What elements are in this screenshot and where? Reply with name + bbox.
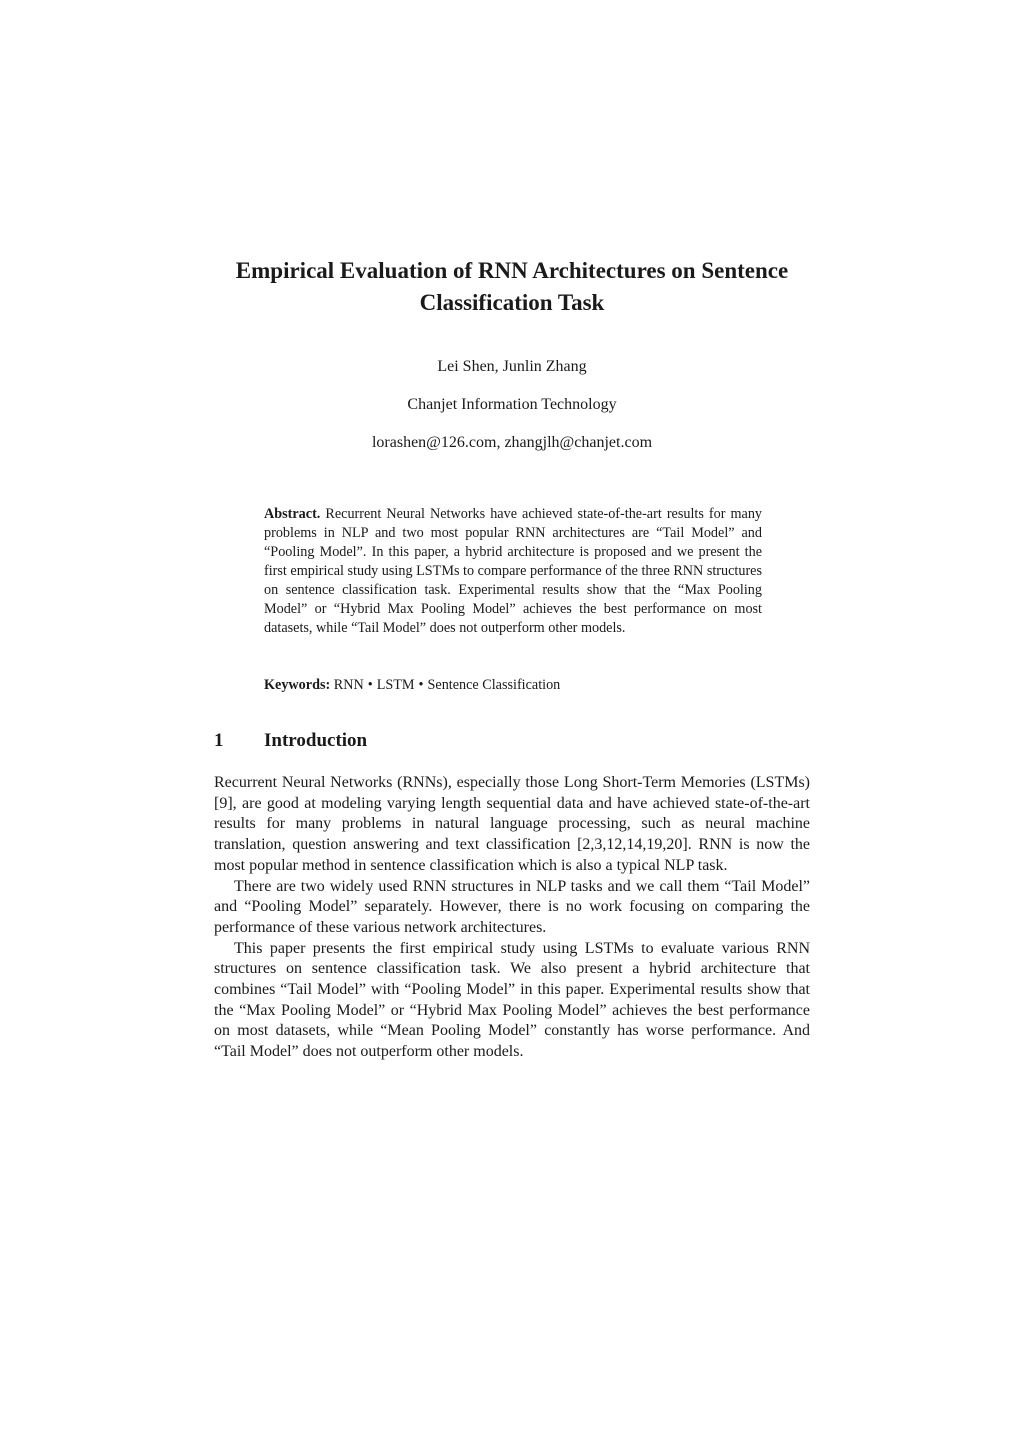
keywords-label: Keywords: — [264, 677, 331, 693]
abstract-text: Recurrent Neural Networks have achieved state-of-the-art results for many problems in NLP and two most popular RNN architectures are “Tail Model” and “Pooling Model”. In this paper, a hybrid architecture is proposed and we present the first empirical study using LSTMs to compare performance of the three RNN structures on sentence classification task. Experimental results show that the “Max Pooling Model” or “Hybrid Max Pooling Model” achieves the best performance on most datasets, while “Tail Model” does not outperform other models. — [264, 506, 763, 636]
introduction-body — [214, 773, 810, 1063]
section-heading-introduction — [214, 729, 367, 753]
keyword-separator: • — [418, 677, 424, 693]
affiliation: Chanjet Information Technology — [407, 396, 617, 413]
body-paragraph: Recurrent Neural Networks (RNNs), especially those Long Short-Term Memories (LSTMs) [9], are good at modeling varying length sequential data and have achieved state-of-the-art results for many problems in natural language processing, such as neural machine translation, question answering and text classification [2,3,12,14,19,20]. RNN is now the most popular method in sentence classification which is also a typical NLP task. — [214, 774, 810, 874]
author-emails: lorashen@126.com, zhangjlh@chanjet.com — [371, 434, 653, 451]
paper-title-line-1: Empirical Evaluation of RNN Architectures on Sentence — [235, 258, 789, 283]
abstract — [264, 505, 762, 638]
abstract-label: Abstract. — [264, 506, 321, 522]
paper-title — [150, 255, 874, 319]
paper-title-line-2: Classification Task — [419, 290, 605, 315]
keyword: Sentence Classification — [427, 677, 561, 693]
section-title: Introduction — [264, 730, 368, 751]
body-paragraph: There are two widely used RNN structures in NLP tasks and we call them “Tail Model” and “Pooling Model” separately. However, there is no work focusing on comparing the performance of these various network architectures. — [214, 877, 810, 936]
authors: Lei Shen, Junlin Zhang — [437, 358, 587, 375]
body-paragraph: This paper presents the first empirical study using LSTMs to evaluate various RNN structures on sentence classification task. We also present a hybrid architecture that combines “Tail Model” with “Pooling Model” in this paper. Experimental results show that the “Max Pooling Model” or “Hybrid Max Pooling Model” achieves the best performance on most datasets, while “Mean Pooling Model” constantly has worse performance. And “Tail Model” does not outperform other models. — [214, 939, 810, 1061]
section-number: 1 — [214, 730, 224, 751]
keyword: LSTM — [376, 677, 415, 693]
keyword-separator: • — [367, 677, 373, 693]
keywords — [264, 676, 762, 695]
keyword: RNN — [333, 677, 364, 693]
